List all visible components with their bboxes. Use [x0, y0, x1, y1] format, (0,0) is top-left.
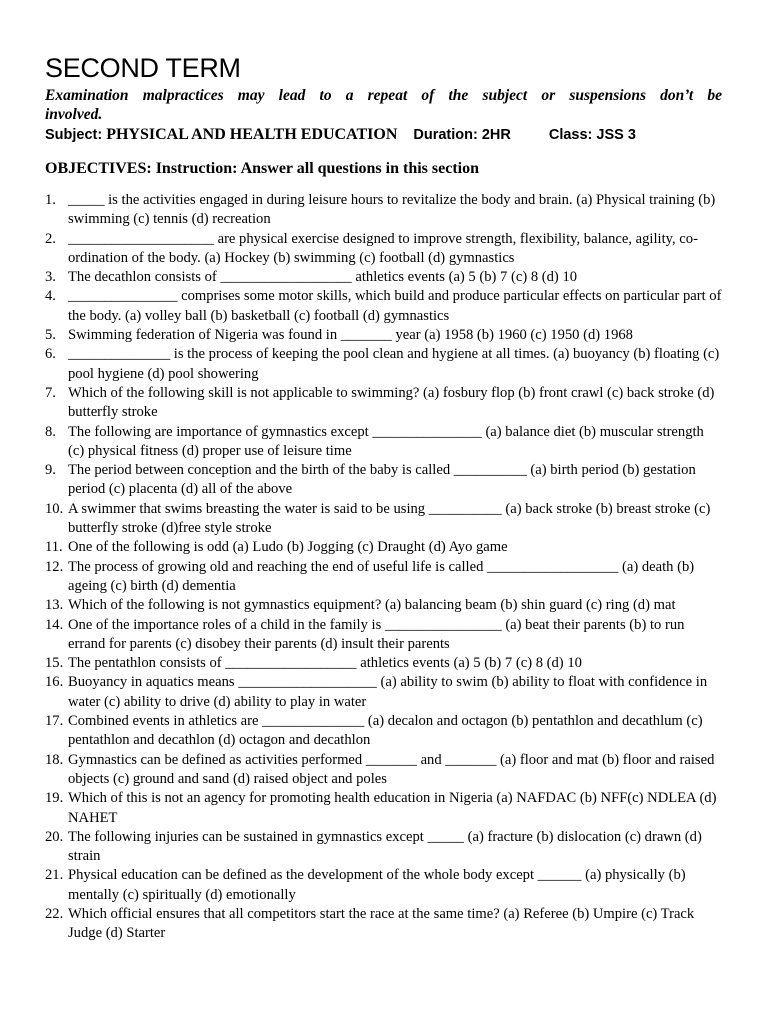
question-item	[45, 828, 722, 867]
warning-text-line2: involved.	[45, 106, 103, 123]
question-text: Swimming federation of Nigeria was found in _______ year (a) 1958 (b) 1960 (c) 1950 (d) 1968	[68, 327, 633, 344]
question-text: Buoyancy in aquatics means ___________________ (a) ability to swim (b) ability to float with confidence in water (c) ability to drive (d) ability to play in water	[68, 674, 708, 710]
question-text: Which of this is not an agency for promoting health education in Nigeria (a) NAFDAC (b) NFF(c) NDLEA (d) NAHET	[68, 790, 717, 826]
question-number: 6.	[45, 346, 56, 363]
question-text: Combined events in athletics are ______________ (a) decalon and octagon (b) pentathlon and decathlum (c) pentathlon and decathlon (d) octagon and decathlon	[68, 713, 703, 749]
question-text: Gymnastics can be defined as activities performed _______ and _______ (a) floor and mat (b) floor and raised objects (c) ground and sand (d) raised object and poles	[68, 751, 715, 787]
question-number: 3.	[45, 269, 56, 286]
question-item	[45, 673, 722, 712]
question-number: 9.	[45, 462, 56, 479]
question-text: One of the following is odd (a) Ludo (b) Jogging (c) Draught (d) Ayo game	[68, 539, 508, 556]
question-text: ______________ is the process of keeping the pool clean and hygiene at all times. (a) buoyancy (b) floating (c) pool hygiene (d) pool showering	[68, 346, 720, 382]
question-item	[45, 712, 722, 751]
question-item	[45, 558, 722, 597]
question-text: Which official ensures that all competitors start the race at the same time? (a) Referee (b) Umpire (c) Track Judge (d) Starter	[68, 905, 695, 942]
question-item	[45, 905, 722, 944]
question-number: 21.	[45, 867, 64, 884]
question-text: _____ is the activities engaged in during leisure hours to revitalize the body and brain. (a) Physical training (b) swimming (c) tennis (d) recreation	[68, 192, 716, 228]
question-text: The following are importance of gymnastics except _______________ (a) balance diet (b) muscular strength (c) physical fitness (d) proper use of leisure time	[68, 423, 704, 459]
question-text: The pentathlon consists of __________________ athletics events (a) 5 (b) 7 (c) 8 (d) 10	[68, 655, 582, 672]
question-item	[45, 268, 722, 287]
question-number: 8.	[45, 423, 56, 440]
question-number: 11.	[45, 539, 63, 556]
question-number: 2.	[45, 230, 56, 247]
question-item	[45, 500, 722, 539]
class-label: Class: JSS 3	[548, 127, 636, 143]
question-text: ____________________ are physical exercise designed to improve strength, flexibility, balance, agility, co-ordination of the body. (a) Hockey (b) swimming (c) football (d) gymnastics	[68, 230, 698, 266]
question-item	[45, 230, 722, 269]
question-item	[45, 287, 722, 326]
question-number: 20.	[45, 828, 64, 845]
question-number: 15.	[45, 655, 64, 672]
question-item	[45, 654, 722, 673]
question-item	[45, 423, 722, 462]
subject-row	[45, 125, 722, 145]
question-item	[45, 538, 722, 557]
question-number: 7.	[45, 384, 56, 401]
question-number: 13.	[45, 597, 64, 614]
exam-page	[45, 52, 722, 944]
question-item	[45, 866, 722, 905]
question-number: 22.	[45, 905, 64, 922]
question-item	[45, 384, 722, 423]
question-text: _______________ comprises some motor skills, which build and produce particular effects on particular part of the body. (a) volley ball (b) basketball (c) football (d) gymnastics	[68, 288, 722, 324]
question-number: 19.	[45, 790, 64, 807]
question-text: A swimmer that swims breasting the water is said to be using __________ (a) back stroke (b) breast stroke (c) butterfly stroke (d)free style stroke	[68, 500, 711, 537]
question-item	[45, 191, 722, 230]
objectives-heading: OBJECTIVES: Instruction: Answer all questions in this section	[45, 160, 479, 177]
question-text: The following injuries can be sustained in gymnastics except _____ (a) fracture (b) dislocation (c) drawn (d) strain	[68, 828, 702, 865]
question-number: 5.	[45, 327, 56, 344]
question-text: The process of growing old and reaching the end of useful life is called __________________ (a) death (b) ageing (c) birth (d) dementia	[68, 558, 695, 594]
question-text: Physical education can be defined as the development of the whole body except ______ (a) physically (b) mentally (c) spiritually (d) emotionally	[68, 867, 686, 903]
question-number: 17.	[45, 713, 64, 730]
question-item	[45, 616, 722, 655]
question-text: Which of the following skill is not applicable to swimming? (a) fosbury flop (b) front crawl (c) back stroke (d) butterfly stroke	[68, 384, 715, 421]
duration-label: Duration: 2HR	[413, 127, 511, 143]
question-text: Which of the following is not gymnastics equipment? (a) balancing beam (b) shin guard (c) ring (d) mat	[68, 597, 676, 614]
question-item	[45, 461, 722, 500]
warning-text-line1: Examination malpractices may lead to a repeat of the subject or suspensions don’t be	[45, 87, 722, 104]
question-text: The period between conception and the birth of the baby is called __________ (a) birth period (b) gestation period (c) placenta (d) all of the above	[68, 462, 696, 498]
subject-value: PHYSICAL AND HEALTH EDUCATION	[106, 126, 398, 143]
question-item	[45, 345, 722, 384]
question-item	[45, 751, 722, 790]
question-number: 12.	[45, 558, 64, 575]
question-item	[45, 789, 722, 828]
question-number: 14.	[45, 616, 64, 633]
question-list	[45, 191, 722, 944]
question-number: 4.	[45, 288, 56, 305]
question-text: One of the importance roles of a child in the family is ________________ (a) beat their parents (b) to run errand for parents (c) disobey their parents (d) insult their parents	[68, 616, 685, 652]
question-number: 1.	[45, 192, 56, 208]
subject-label: Subject:	[45, 127, 103, 143]
question-number: 10.	[45, 500, 64, 517]
question-text: The decathlon consists of __________________ athletics events (a) 5 (b) 7 (c) 8 (d) 10	[68, 269, 578, 286]
question-number: 16.	[45, 674, 64, 691]
question-item	[45, 596, 722, 615]
question-number: 18.	[45, 751, 64, 768]
page-title: SECOND TERM	[45, 53, 241, 83]
question-item	[45, 326, 722, 345]
